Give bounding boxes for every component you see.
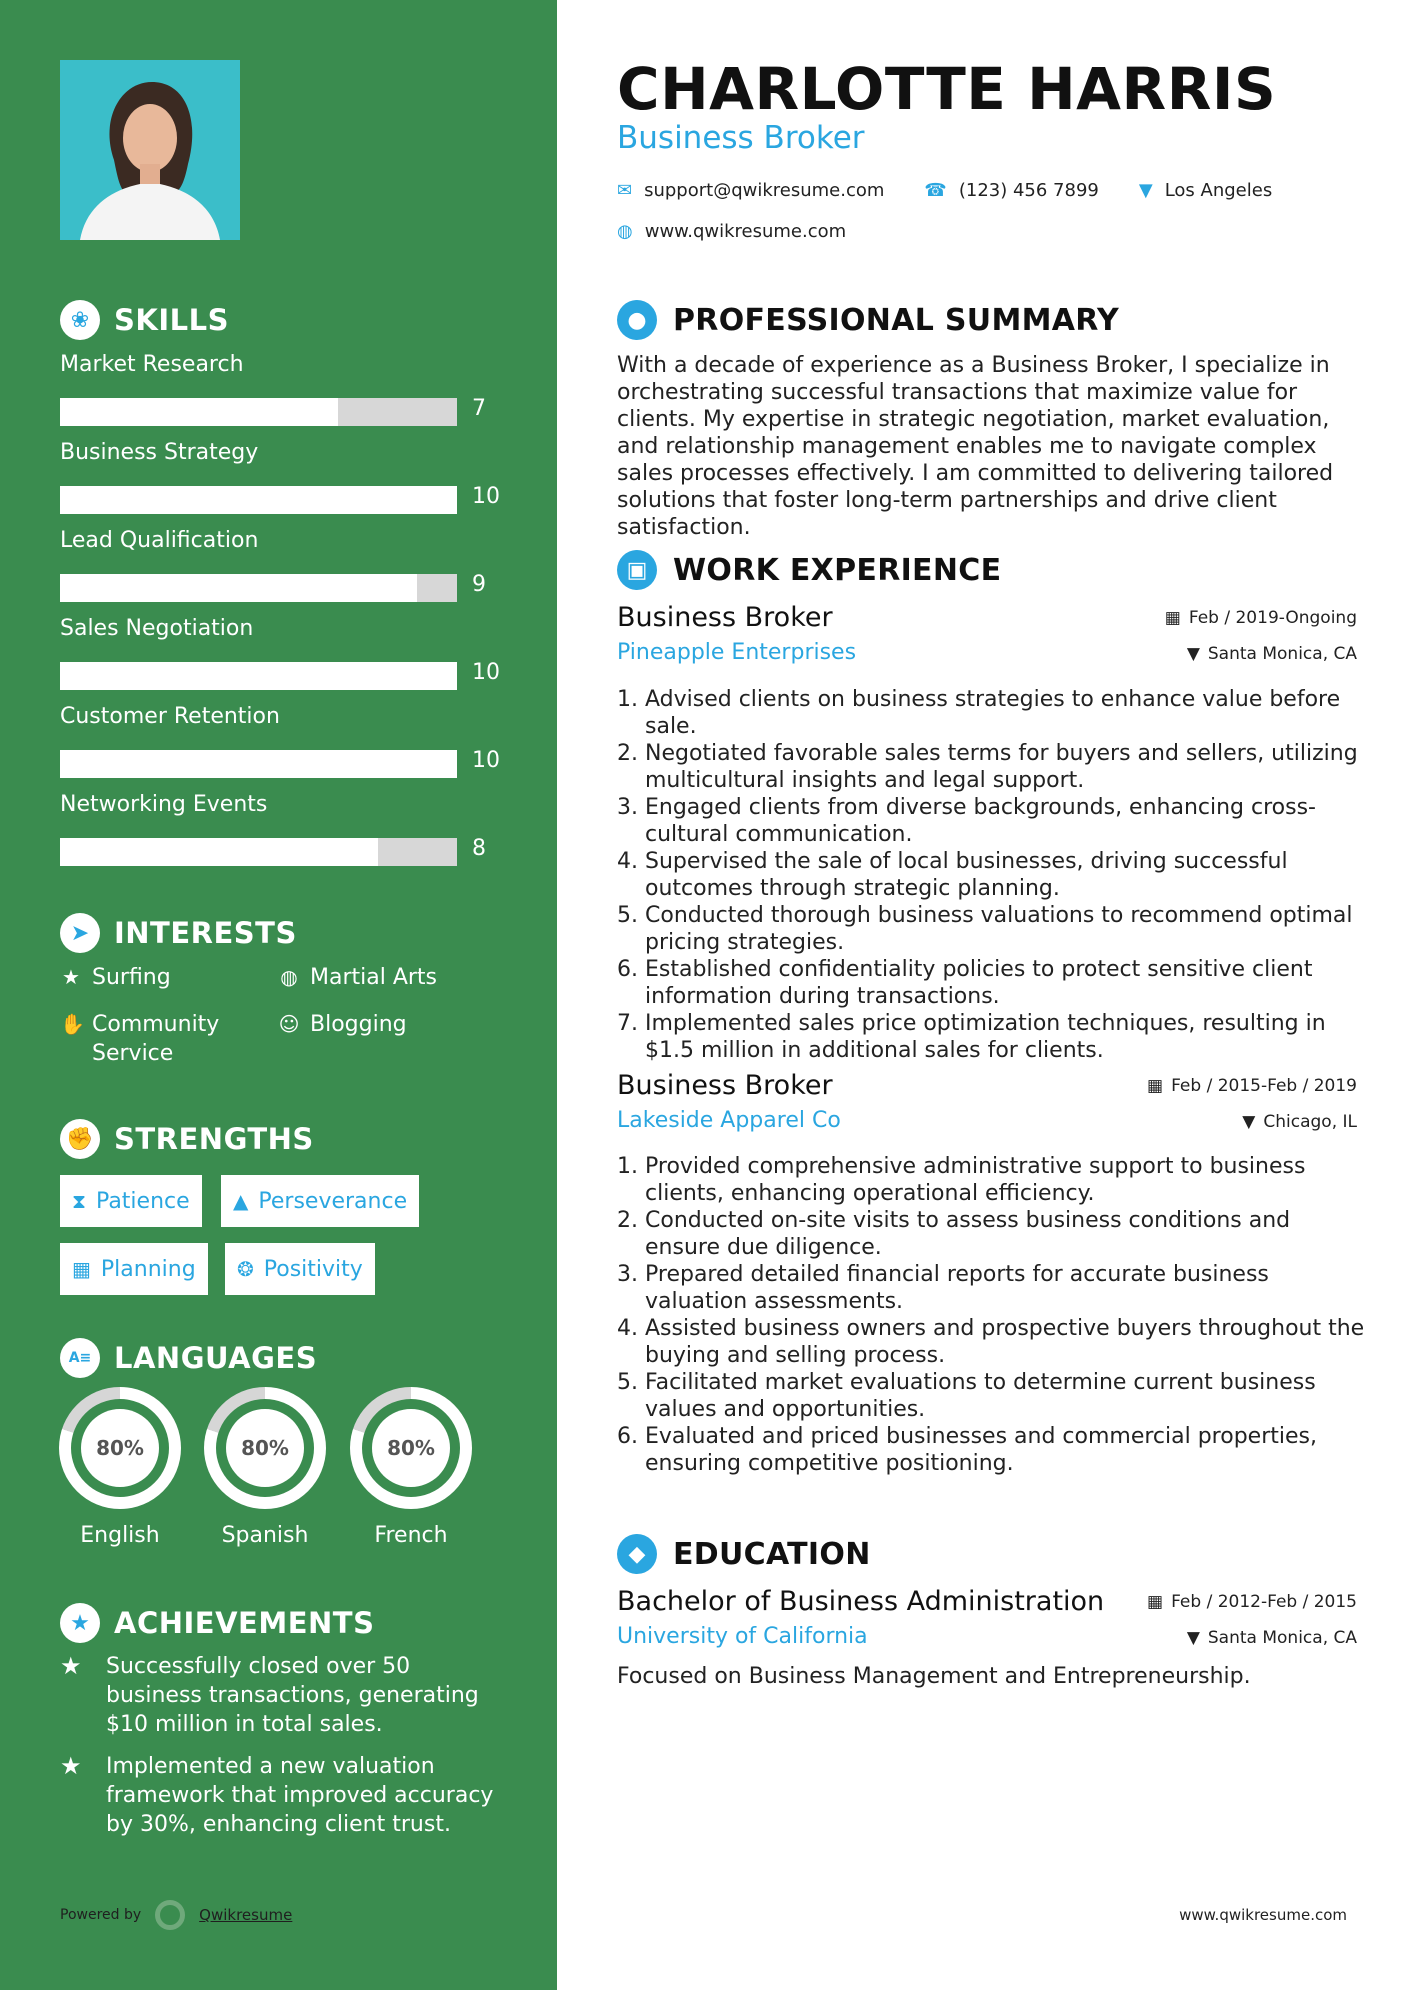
list-item: 5. Conducted thorough business valuations to recommend optimal pricing strategies.	[617, 903, 1353, 955]
language-spanish: 80% Spanish	[204, 1387, 326, 1548]
globe-icon: ◍	[280, 965, 298, 989]
phone-text: (123) 456 7899	[958, 180, 1099, 201]
job-bullets	[617, 686, 1367, 1064]
skill-item: Lead Qualification 9	[60, 528, 500, 604]
list-item: 1. Advised clients on business strategies to enhance value before sale.	[617, 687, 1341, 739]
calendar-icon: ▦	[1164, 608, 1181, 628]
skill-bar	[60, 662, 457, 690]
job-company: Lakeside Apparel Co	[617, 1108, 841, 1133]
interest-item-martial-arts: ◍ Martial Arts	[278, 963, 437, 992]
hourglass-icon: ⧗	[72, 1189, 87, 1213]
calendar-icon: ▦	[72, 1257, 91, 1281]
calendar-icon: ▦	[1147, 1592, 1164, 1612]
job-company: Pineapple Enterprises	[617, 640, 857, 665]
degree: Bachelor of Business Administration	[617, 1586, 1105, 1617]
candidate-name: CHARLOTTE HARRIS	[617, 55, 1277, 123]
skill-item: Networking Events 8	[60, 792, 500, 868]
experience-heading: ▣ WORK EXPERIENCE	[617, 550, 1001, 590]
language-french: 80% French	[350, 1387, 472, 1548]
sun-icon: ❂	[237, 1257, 254, 1281]
skill-item: Sales Negotiation 10	[60, 616, 500, 692]
education-description: Focused on Business Management and Entrepreneurship.	[617, 1664, 1251, 1689]
graduation-icon: ◆	[617, 1534, 657, 1574]
achievement-item: ★ Successfully closed over 50 business transactions, generating $10 million in total sales.	[60, 1652, 479, 1737]
phone-icon: ☎	[924, 180, 947, 201]
map-pin-icon: ▼	[1138, 180, 1153, 201]
person-silhouette	[60, 60, 240, 240]
job-bullets	[617, 1153, 1367, 1477]
list-item: 7. Implemented sales price optimization techniques, resulting in $1.5 million in additional sales for clients.	[617, 1011, 1326, 1063]
skill-bar	[60, 838, 457, 866]
fist-icon: ✊	[60, 1119, 100, 1159]
job-header	[617, 1070, 1357, 1140]
skill-bar-fill	[60, 574, 417, 602]
list-item: 4. Assisted business owners and prospective buyers throughout the buying and selling process.	[617, 1316, 1365, 1368]
list-item: 6. Established confidentiality policies to protect sensitive client information during transactions.	[617, 957, 1313, 1009]
languages-heading: A≡ LANGUAGES	[60, 1338, 317, 1378]
summary-heading: ● PROFESSIONAL SUMMARY	[617, 300, 1119, 340]
skill-bar-fill	[60, 398, 338, 426]
star-icon: ★	[62, 965, 80, 989]
strength-badge-planning: ▦ Planning	[60, 1243, 208, 1295]
envelope-icon: ✉	[617, 180, 633, 201]
list-item: 5. Facilitated market evaluations to determine current business values and opportunities.	[617, 1370, 1316, 1422]
hand-icon: ✋	[60, 1012, 85, 1036]
location-text: Los Angeles	[1164, 180, 1273, 201]
language-ring: 80%	[59, 1387, 181, 1509]
language-ring: 80%	[350, 1387, 472, 1509]
strength-badge-positivity: ❂ Positivity	[225, 1243, 375, 1295]
shooting-star-icon: ★	[60, 1752, 82, 1780]
qwikresume-link[interactable]: Qwikresume	[199, 1906, 293, 1924]
achievements-heading: ★ ACHIEVEMENTS	[60, 1603, 374, 1643]
strength-badge-perseverance: ▲ Perseverance	[221, 1175, 419, 1227]
interest-item-surfing: ★ Surfing	[60, 963, 171, 992]
skills-heading: ❀ SKILLS	[60, 300, 229, 340]
strengths-heading: ✊ STRENGTHS	[60, 1119, 314, 1159]
list-item: 1. Provided comprehensive administrative support to business clients, enhancing operational efficiency.	[617, 1154, 1306, 1206]
powered-by: Powered by Qwikresume	[60, 1900, 292, 1930]
website-row	[617, 221, 846, 242]
qwikresume-logo-icon	[155, 1900, 185, 1930]
skill-item: Business Strategy 10	[60, 440, 500, 516]
job-date: ▦ Feb / 2015-Feb / 2019	[1147, 1076, 1357, 1096]
job-role: Business Broker	[617, 1070, 833, 1101]
interests-heading: ➤ INTERESTS	[60, 913, 297, 953]
sidebar	[0, 0, 557, 1990]
education-heading: ◆ EDUCATION	[617, 1534, 871, 1574]
skill-bar	[60, 398, 457, 426]
interest-item-community-service: ✋ Community Service	[60, 1012, 220, 1066]
education-header	[617, 1586, 1357, 1656]
school: University of California	[617, 1624, 868, 1649]
list-item: 2. Negotiated favorable sales terms for buyers and sellers, utilizing multicultural insights and legal support.	[617, 741, 1358, 793]
skill-bar-fill	[60, 838, 378, 866]
job-location: ▼ Santa Monica, CA	[1186, 644, 1357, 664]
education-location: ▼ Santa Monica, CA	[1186, 1628, 1357, 1648]
skill-bar	[60, 574, 457, 602]
language-icon: A≡	[60, 1338, 100, 1378]
star-badge-icon: ★	[60, 1603, 100, 1643]
contact-row	[617, 180, 1272, 201]
main-content	[557, 0, 1407, 1990]
summary-text: With a decade of experience as a Business Broker, I specialize in orchestrating successful transactions that maximize value for clients. My expertise in strategic negotiation, market evaluation, and relationship management enables me to navigate complex sales processes effectively. I am committed to delivering tailored solutions that foster long-term partnerships and drive client satisfaction.	[617, 353, 1334, 540]
globe-icon: ◍	[617, 221, 633, 242]
road-icon: ▲	[233, 1189, 249, 1213]
website-link[interactable]: www.qwikresume.com	[644, 221, 847, 242]
list-item: 2. Conducted on-site visits to assess business conditions and ensure due diligence.	[617, 1208, 1291, 1260]
skill-bar-fill	[60, 486, 457, 514]
list-item: 3. Engaged clients from diverse backgrounds, enhancing cross-cultural communication.	[617, 795, 1316, 847]
language-ring: 80%	[204, 1387, 326, 1509]
skill-bar-fill	[60, 662, 457, 690]
user-icon: ●	[617, 300, 657, 340]
language-english: 80% English	[59, 1387, 181, 1548]
pin-icon: ▼	[1186, 1628, 1200, 1648]
skill-bar	[60, 486, 457, 514]
skill-bar-fill	[60, 750, 457, 778]
list-item: 4. Supervised the sale of local businesses, driving successful outcomes through strategic planning.	[617, 849, 1288, 901]
job-header	[617, 602, 1357, 672]
job-date: ▦ Feb / 2019-Ongoing	[1164, 608, 1357, 628]
strength-badge-patience: ⧗ Patience	[60, 1175, 202, 1227]
pin-icon: ▼	[1186, 644, 1200, 664]
email-link[interactable]: support@qwikresume.com	[644, 180, 885, 201]
paper-plane-icon: ➤	[60, 913, 100, 953]
achievement-item: ★ Implemented a new valuation framework that improved accuracy by 30%, enhancing client trust.	[60, 1752, 494, 1837]
calendar-icon: ▦	[1147, 1076, 1164, 1096]
job-role: Business Broker	[617, 602, 833, 633]
skill-bar	[60, 750, 457, 778]
lightbulb-icon: ❀	[60, 300, 100, 340]
list-item: 6. Evaluated and priced businesses and commercial properties, ensuring competitive positioning.	[617, 1424, 1317, 1476]
footer-url[interactable]: www.qwikresume.com	[1179, 1906, 1347, 1924]
briefcase-icon: ▣	[617, 550, 657, 590]
candidate-title: Business Broker	[617, 120, 865, 156]
pin-icon: ▼	[1242, 1112, 1256, 1132]
list-item: 3. Prepared detailed financial reports for accurate business valuation assessments.	[617, 1262, 1269, 1314]
skill-item: Market Research 7	[60, 352, 500, 428]
job-location: ▼ Chicago, IL	[1242, 1112, 1357, 1132]
users-icon: ☺	[278, 1012, 300, 1036]
profile-photo	[60, 60, 240, 240]
shooting-star-icon: ★	[60, 1652, 82, 1680]
education-date: ▦ Feb / 2012-Feb / 2015	[1147, 1592, 1357, 1612]
interest-item-blogging: ☺ Blogging	[278, 1012, 407, 1037]
skill-item: Customer Retention 10	[60, 704, 500, 780]
